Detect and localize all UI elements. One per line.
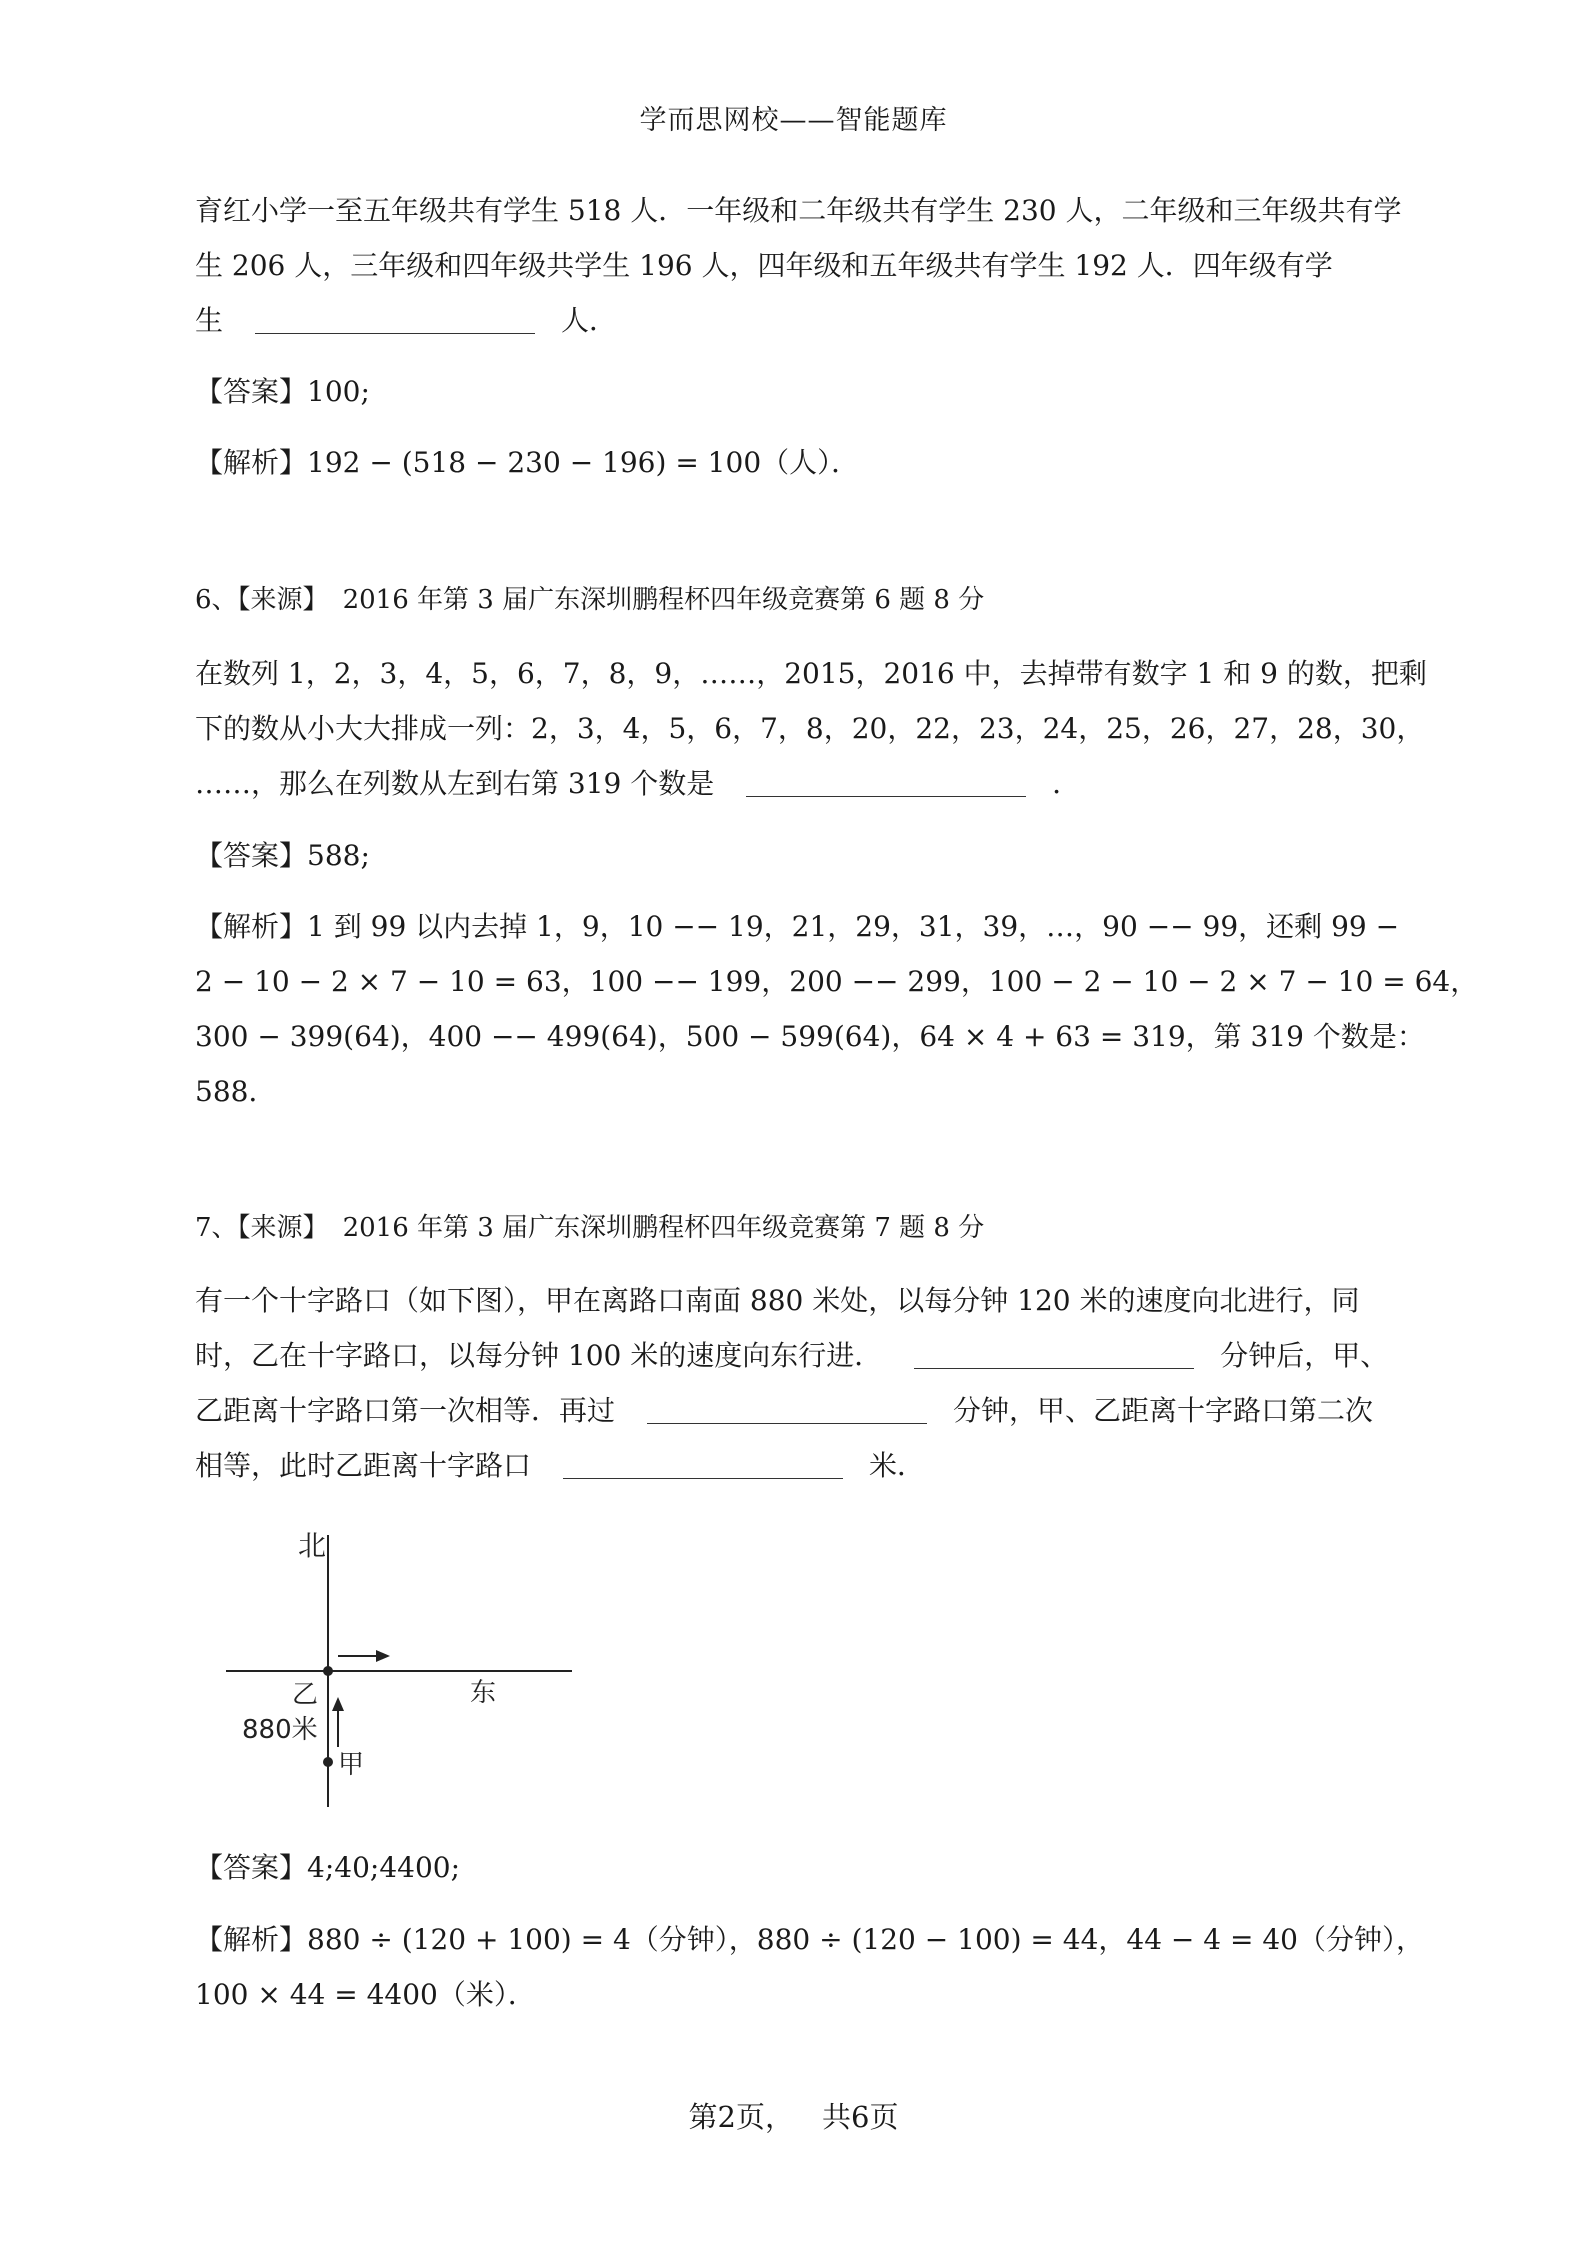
q5-answer-value: 100; xyxy=(307,375,370,408)
q6-analysis-line-3: 300 − 399(64)，400 −− 499(64)，500 − 599(64)，64 × 4 + 63 = 319，第 319 个数是： xyxy=(195,1020,1425,1053)
q6-number: 6、 xyxy=(195,585,238,615)
q7-number: 7、 xyxy=(195,1213,238,1243)
q5-answer-label: 【答案】 xyxy=(195,375,308,408)
q6-line-3 xyxy=(195,756,1395,811)
q6-source-text: 2016 年第 3 届广东深圳鹏程杯四年级竞赛第 6 题 8 分 xyxy=(342,585,985,615)
q5-analysis-value: 192 − (518 − 230 − 196) = 100（人）． xyxy=(307,446,860,479)
q5-analysis-label: 【解析】 xyxy=(195,446,308,479)
q7-line-3-end: 分钟，甲、乙距离十字路口第二次 xyxy=(953,1394,1374,1427)
q7-source xyxy=(195,1201,1395,1256)
q7-line-4 xyxy=(195,1438,1395,1493)
jia-label: 甲 xyxy=(338,1750,365,1780)
q7-analysis xyxy=(195,1912,1424,2022)
q7-text xyxy=(195,1273,1395,1493)
q7-line-2-end: 分钟后，甲、 xyxy=(1220,1339,1389,1372)
intersection-dot xyxy=(323,1666,333,1676)
q6-analysis-line-2: 2 − 10 − 2 × 7 − 10 = 63，100 −− 199，200 −− 299，100 − 2 − 10 − 2 × 7 − 10 = 64， xyxy=(195,965,1479,998)
q7-answer-label: 【答案】 xyxy=(195,1851,308,1884)
q7-answer-value: 4;40;4400; xyxy=(307,1851,461,1884)
q5-line-3 xyxy=(195,293,1395,348)
east-label: 东 xyxy=(470,1678,497,1708)
q7-source-label: 【来源】 xyxy=(237,1213,329,1243)
q7-line-1: 有一个十字路口（如下图），甲在离路口南面 880 米处，以每分钟 120 米的速度向北进行，同 xyxy=(195,1284,1360,1317)
jia-dot xyxy=(323,1757,333,1767)
q7-analysis-line-1 xyxy=(195,1912,1424,1967)
q5-line-3-text: 生 xyxy=(195,304,224,337)
q6-analysis-line-1 xyxy=(195,899,1400,954)
north-label: 北 xyxy=(298,1529,327,1562)
q7-answer-blank-1[interactable] xyxy=(914,1338,1194,1369)
q6-line-2: 下的数从小大大排成一列：2，3，4，5，6，7，8，20，22，23，24，25，26，27，28，30， xyxy=(195,712,1425,745)
q6-line-3-end: ． xyxy=(1052,767,1081,800)
q6-line-3-text: ……，那么在列数从左到右第 319 个数是 xyxy=(195,767,715,800)
q5-line-2: 生 206 人，三年级和四年级共学生 196 人，四年级和五年级共有学生 192 人．四年级有学 xyxy=(195,249,1333,282)
page-total: 共6页 xyxy=(822,2100,899,2134)
yi-label: 乙 xyxy=(292,1680,319,1710)
q5-answer xyxy=(195,364,1395,419)
q7-answer-blank-3[interactable] xyxy=(563,1448,843,1479)
east-arrowhead xyxy=(376,1650,390,1662)
north-arrowhead xyxy=(332,1697,344,1711)
page-header: 学而思网校——智能题库 xyxy=(639,105,948,136)
q7-line-2 xyxy=(195,1328,1395,1383)
q6-source-label: 【来源】 xyxy=(237,585,329,615)
q7-analysis-line-2: 100 × 44 = 4400（米）． xyxy=(195,1978,536,2011)
q6-analysis-text-1: 1 到 99 以内去掉 1，9，10 −− 19，21，29，31，39，…，90 −− 99，还剩 99 − xyxy=(307,910,1400,943)
q6-analysis xyxy=(195,899,1479,1119)
q6-answer-value: 588; xyxy=(307,839,370,872)
q6-answer-blank[interactable] xyxy=(746,766,1026,797)
q7-analysis-label: 【解析】 xyxy=(195,1923,308,1956)
q7-line-2-text: 时，乙在十字路口，以每分钟 100 米的速度向东行进． xyxy=(195,1339,883,1372)
q7-source-text: 2016 年第 3 届广东深圳鹏程杯四年级竞赛第 7 题 8 分 xyxy=(342,1213,985,1243)
q5-line-3-end: 人． xyxy=(561,304,618,337)
q6-line-1: 在数列 1，2，3，4，5，6，7，8，9，……，2015，2016 中，去掉带有数字 1 和 9 的数，把剩 xyxy=(195,657,1427,690)
q6-source xyxy=(195,573,1395,628)
q7-line-3-text: 乙距离十字路口第一次相等．再过 xyxy=(195,1394,616,1427)
q7-answer-blank-2[interactable] xyxy=(647,1393,927,1424)
q6-answer xyxy=(195,828,1395,883)
q5-text xyxy=(195,183,1402,348)
q5-line-1: 育红小学一至五年级共有学生 518 人．一年级和二年级共有学生 230 人，二年级和三年级共有学 xyxy=(195,194,1402,227)
q6-analysis-line-4: 588． xyxy=(195,1075,277,1108)
q7-line-4-end: 米． xyxy=(869,1449,926,1482)
q6-answer-label: 【答案】 xyxy=(195,839,308,872)
q7-answer xyxy=(195,1840,1395,1895)
q6-analysis-label: 【解析】 xyxy=(195,910,308,943)
page-footer xyxy=(0,2095,1587,2136)
crossroad-diagram xyxy=(220,1525,580,1815)
distance-label: 880米 xyxy=(242,1715,318,1745)
q6-text xyxy=(195,646,1427,811)
q7-line-3 xyxy=(195,1383,1395,1438)
q7-line-4-text: 相等，此时乙距离十字路口 xyxy=(195,1449,532,1482)
q7-analysis-text-1: 880 ÷ (120 + 100) = 4（分钟），880 ÷ (120 − 100) = 44，44 − 4 = 40（分钟）， xyxy=(307,1923,1424,1956)
q5-answer-blank[interactable] xyxy=(255,303,535,334)
page-number: 第2页， xyxy=(688,2100,794,2134)
q5-analysis xyxy=(195,435,1395,490)
